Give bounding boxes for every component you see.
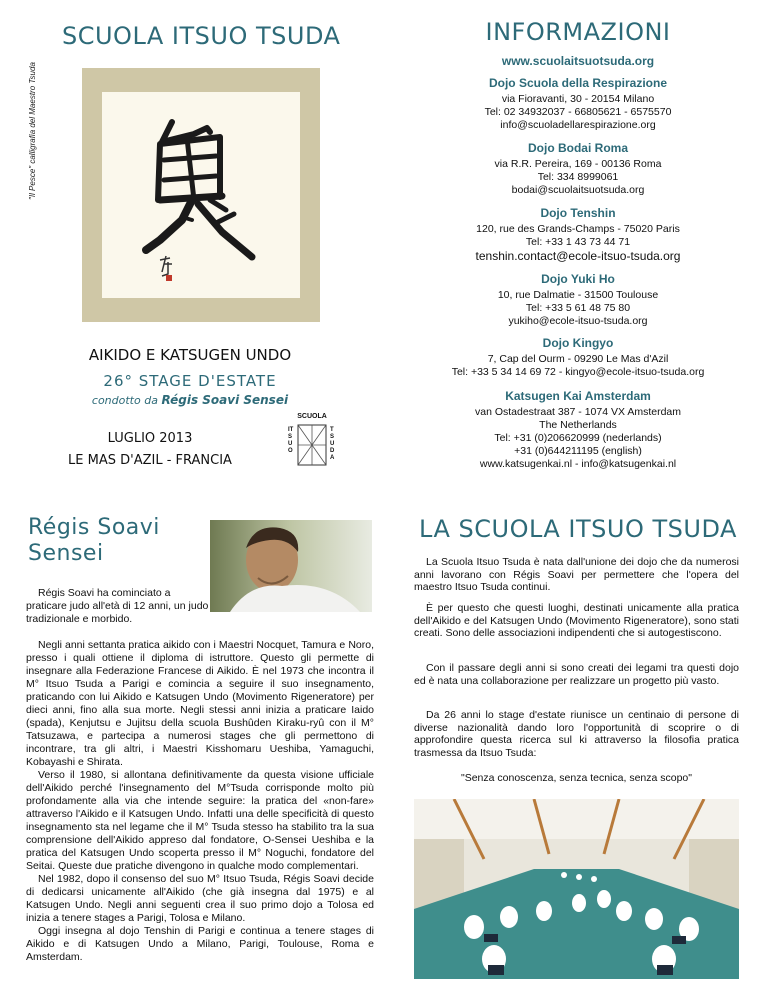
dojo-phone: Tel: 02 34932037 - 66805621 - 6575570	[484, 106, 672, 118]
calligraphy-paper	[102, 92, 300, 298]
info-title: INFORMAZIONI	[485, 18, 671, 46]
website-link[interactable]: www.scuolaitsuotsuda.org	[501, 54, 655, 68]
red-seal-icon	[166, 275, 172, 281]
dojo-address: via Fioravanti, 30 - 20154 Milano	[501, 93, 655, 105]
bio-intro-text: Régis Soavi ha cominciato a praticare judo all'età di 12 anni, un judo tradizionale e morbido.	[26, 587, 209, 625]
dojo-contact: Tel: +33 5 34 14 69 72 - kingyo@ecole-itsuo-tsuda.org	[451, 366, 705, 378]
dojo-phone: Tel: +33 1 43 73 44 71	[525, 236, 631, 248]
bio-paragraph: Negli anni settanta pratica aikido con i Maestri Nocquet, Tamura e Noro, presso i quali ottiene il diploma di istruttore. Questo gli permette di insegnare alla Federazione Francese di Aikido. È nel 1973 che incontra il M° Itsuo Tsuda a Parigi e comincia a seguire il suo insegnamento, praticando con lui Aikido e Katsugen Undo (Movimento Rigeneratore) per dieci anni, fino alla sua morte. Negli stessi anni inizia a praticare Iaido (spada), Kenjutsu e Jujitsu della scuola Bushûden Kiraku-ryû con il M° Tatsuzawa, e partecipa a numerosi stages che gli permettono di incontrare, tra gli altri, i Maestri Kisshomaru Ueshiba, Yamaguchi, Kobayashi e Shirata.	[26, 639, 374, 768]
regis-portrait-photo	[210, 520, 372, 612]
bio-intro	[26, 587, 211, 626]
scuola-quote: "Senza conoscenza, senza tecnica, senza scopo"	[460, 772, 692, 784]
dojo-address: 120, rue des Grands-Champs - 75020 Paris	[476, 223, 680, 235]
dojo-email[interactable]: bodai@scuolaitsuotsuda.org	[511, 184, 645, 196]
bio-body	[26, 639, 374, 964]
dojo-name: Dojo Tenshin	[540, 206, 616, 220]
bio-paragraph: Nel 1982, dopo il consenso del suo M° Itsuo Tsuda, Régis Soavi decide di dedicarsi unicamente all'Aikido (che già insegna dal 1975) e al Katsugen Undo. Negli anni seguenti crea il suo primo dojo a Tolosa ed inizia a tenere stages a Parigi, Tolosa e Milano.	[26, 873, 374, 924]
dojo-address: 7, Cap del Ourm - 09290 Le Mas d'Azil	[487, 353, 669, 365]
bio-paragraph: Verso il 1980, si allontana definitivamente da questa visione ufficiale dell'Aikido perché l'insegnamento del M°Tsuda corrisponde molto più profondamente alla via che intende seguire: la pratica del «non-fare» attraverso l'Aikido e il Katsugen Undo. Infatti una delle specificità di questo insegnamento sta nel legame che il M° Tsuda stesso ha stabilito tra la sua comprensione dell'Aikido appreso dal fondatore, O-Sensei Ueshiba e la pratica del Katsugen Undo scoperta presso il M° Noguchi, fondatore del Seitai. Queste due pratiche divengono in qualche modo complementari.	[26, 769, 374, 872]
stage-teacher	[20, 393, 360, 407]
dojo-phone: Tel: 334 8999061	[537, 171, 619, 183]
calligraphy-strokes	[102, 92, 300, 298]
dojo-yukiho	[388, 272, 768, 328]
stage-date-place	[50, 428, 250, 472]
bio-paragraph: Oggi insegna al dojo Tenshin di Parigi e continua a tenere stages di Aikido e di Katsugen Undo a Milano, Parigi, Toulouse, Roma e Amsterdam.	[26, 925, 374, 963]
seal-right-label: TSUDA	[330, 427, 335, 461]
dojo-name: Dojo Bodai Roma	[527, 141, 628, 155]
calligraphy-caption: "Il Pesce" calligrafia del Maestro Tsuda	[28, 62, 37, 200]
dojo-address: van Ostadestraat 387 - 1074 VX Amsterdam	[474, 406, 682, 418]
stage-teacher-prefix: condotto da	[91, 394, 158, 407]
stage-edition: 26° STAGE D'ESTATE	[103, 372, 277, 390]
dojo-email[interactable]: yukiho@ecole-itsuo-tsuda.org	[508, 315, 648, 327]
scuola-title: LA SCUOLA ITSUO TSUDA	[419, 515, 737, 543]
seal-left-label: ITSUO	[288, 427, 294, 454]
seal-top-label: SCUOLA	[297, 413, 327, 420]
dojo-kingyo	[388, 336, 768, 379]
dojo-name: Dojo Scuola della Respirazione	[488, 76, 668, 90]
calligraphy-image	[82, 68, 320, 322]
dojo-address: 10, rue Dalmatie - 31500 Toulouse	[497, 289, 659, 301]
scuola-paragraph: È per questo che questi luoghi, destinati unicamente alla pratica dell'Aikido e del Katsugen Undo (Movimento Rigeneratore), sono stati creati. Sono delle associazioni indipendenti che si autogestiscono.	[414, 602, 739, 639]
dojo-amsterdam	[388, 389, 768, 471]
regis-title-line2: Sensei	[28, 541, 104, 566]
stage-teacher-name: Régis Soavi Sensei	[161, 393, 289, 407]
dojo-address: via R.R. Pereira, 169 - 00136 Roma	[494, 158, 662, 170]
school-title: SCUOLA ITSUO TSUDA	[62, 22, 341, 50]
scuola-paragraph: Con il passare degli anni si sono creati dei legami tra questi dojo ed è nata una collaborazione per realizzare un progetto più vasto.	[414, 662, 739, 687]
dojo-name: Dojo Kingyo	[542, 336, 614, 350]
dojo-name: Dojo Yuki Ho	[541, 272, 615, 286]
dojo-email[interactable]: tenshin.contact@ecole-itsuo-tsuda.org	[475, 249, 681, 263]
dojo-practice-photo	[414, 799, 739, 979]
school-seal-logo	[282, 413, 342, 469]
dojo-name: Katsugen Kai Amsterdam	[505, 389, 651, 403]
stage-place: LE MAS D'AZIL - FRANCIA	[68, 453, 232, 468]
regis-title-line1: Régis Soavi	[28, 515, 160, 540]
dojo-email[interactable]: info@scuoladellarespirazione.org	[500, 119, 656, 131]
stage-discipline: AIKIDO E KATSUGEN UNDO	[88, 346, 292, 364]
dojo-country: The Netherlands	[539, 419, 617, 431]
dojo-milano	[388, 76, 768, 132]
scuola-paragraph: Da 26 anni lo stage d'estate riunisce un centinaio di persone di diverse nazionalità dando loro l'opportunità di scoprire o di approfondire questa ricerca sul ki attraverso la filosofia pratica trasmessa da Itsuo Tsuda:	[414, 709, 739, 759]
dojo-roma	[388, 141, 768, 197]
dojo-phone-en: +31 (0)644211195 (english)	[514, 445, 642, 457]
stage-date: LUGLIO 2013	[107, 431, 193, 446]
dojo-web-email[interactable]: www.katsugenkai.nl - info@katsugenkai.nl	[479, 458, 677, 470]
dojo-phone: Tel: +31 (0)206620999 (nederlands)	[494, 432, 662, 444]
dojo-phone: Tel: +33 5 61 48 75 80	[525, 302, 631, 314]
dojo-tenshin	[388, 206, 768, 264]
regis-title	[28, 515, 160, 567]
scuola-paragraph: La Scuola Itsuo Tsuda è nata dall'unione dei dojo che da numerosi anni lavorano con Régis Soavi per permettere che l'opera del maestro Itsuo Tsuda continui.	[414, 556, 739, 593]
